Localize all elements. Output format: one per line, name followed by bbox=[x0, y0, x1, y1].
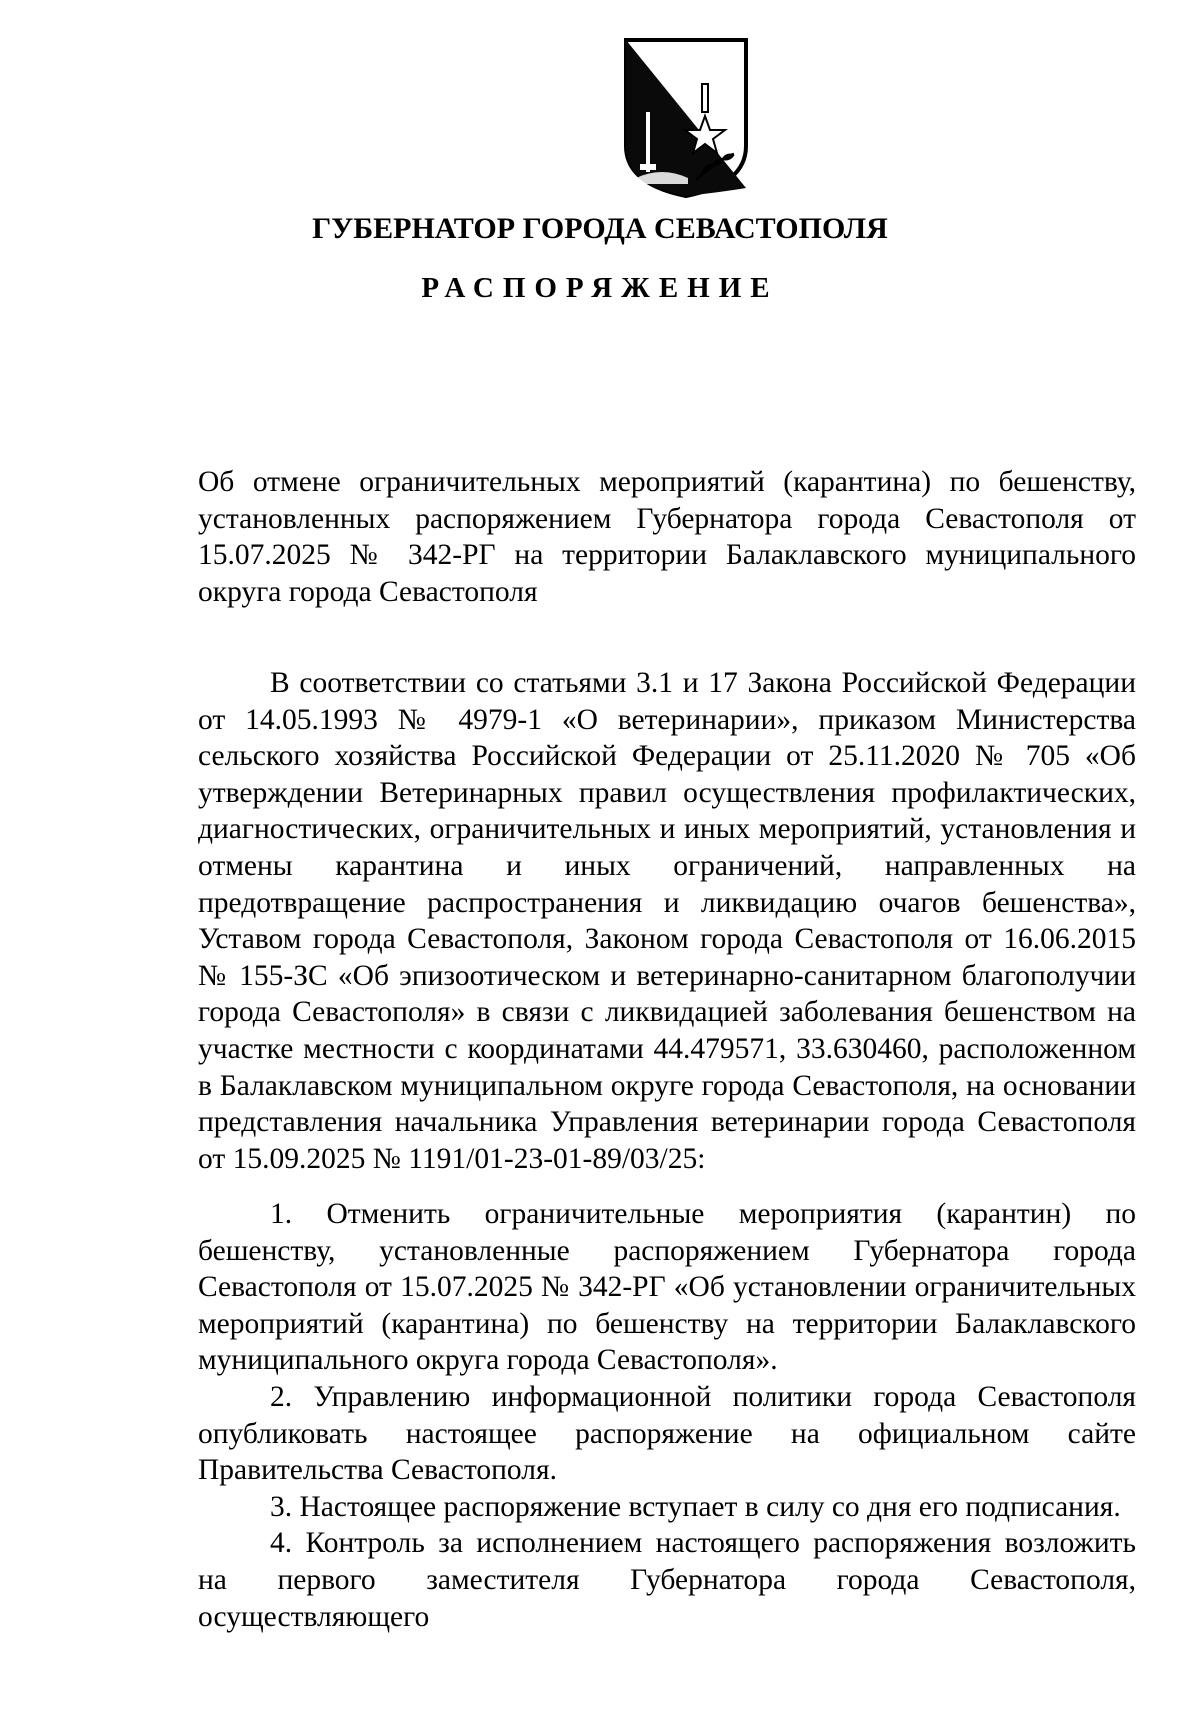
document-type: РАСПОРЯЖЕНИЕ bbox=[421, 272, 779, 304]
document-subject: Об отмене ограничительных мероприятий (карантина) по бешенству, установленных распоряжением Губернатора города Севастополя от 15.07.2025 № 342-РГ на территории Балаклавского муниципального округа города Севастополя bbox=[198, 466, 1136, 608]
sevastopol-coat-of-arms-icon bbox=[622, 38, 750, 198]
order-item: 3. Настоящее распоряжение вступает в силу со дня его подписания. bbox=[270, 1490, 1121, 1523]
order-item: 2. Управлению информационной политики города Севастополя опубликовать настоящее распоряжение на официальном сайте Правительства Севастополя. bbox=[198, 1380, 1136, 1487]
issuing-authority: ГУБЕРНАТОР ГОРОДА СЕВАСТОПОЛЯ bbox=[312, 212, 888, 245]
preamble-paragraph: В соответствии со статьями 3.1 и 17 Закона Российской Федерации от 14.05.1993 № 4979-1 «О ветеринарии», приказом Министерства сельского хозяйства Российской Федерации от 25.11.2020 № 705 «Об утверждении Ветеринарных правил осуществления профилактических, диагностических, ограничительных и иных мероприятий, установления и отмены карантина и иных ограничений, направленных на предотвращение распространения и ликвидацию очагов бешенства», Уставом города Севастополя, Законом города Севастополя от 16.06.2015 № 155-ЗС «Об эпизоотическом и ветеринарно-санитарном благополучии города Севастополя» в связи с ликвидацией заболевания бешенством на участке местности с координатами 44.479571, 33.630460, расположенном в Балаклавском муниципальном округе города Севастополя, на основании представления начальника Управления ветеринарии города Севастополя от 15.09.2025 № 1191/01-23-01-89/03/25: bbox=[198, 667, 1136, 1175]
order-item: 1. Отменить ограничительные мероприятия (карантин) по бешенству, установленные распоряжением Губернатора города Севастополя от 15.07.2025 № 342-РГ «Об установлении ограничительных мероприятий (карантина) по бешенству на территории Балаклавского муниципального округа города Севастополя». bbox=[198, 1198, 1136, 1377]
order-items bbox=[198, 1196, 1136, 1635]
order-item: 4. Контроль за исполнением настоящего распоряжения возложить на первого заместителя Губернатора города Севастополя, осуществляющего bbox=[198, 1527, 1136, 1633]
